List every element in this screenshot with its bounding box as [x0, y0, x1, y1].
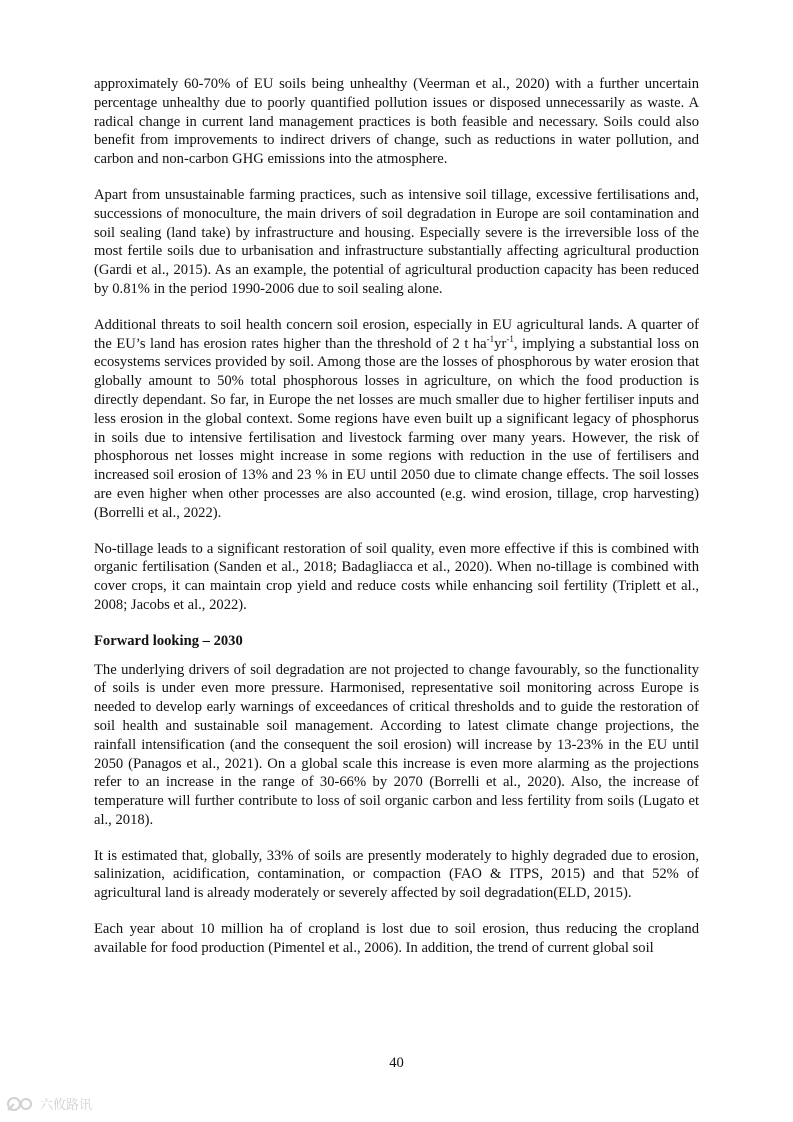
erosion-text-part-1: Additional threats to soil health concern soil erosion, especially in EU agricultural lands. A quarter of the EU’s land has erosion rates higher than the threshold of 2 t ha: [94, 316, 699, 352]
document-body: [94, 75, 699, 975]
erosion-text-part-3: , implying a substantial loss on ecosystems services provided by soil. Among those are the losses of phosphorous by water erosion that globally amount to 50% total phosphorous losses in agriculture, on which the food production is directly dependant. So far, in Europe the net losses are much smaller due to higher fertiliser inputs and less erosion in the global context. Some regions have even built up a significant legacy of phosphorus in soils due to intensive fertilisation and livestock farming over many years. However, the risk of phosphorous net losses might increase in some regions with reduction in the use of fertilisers and increased soil erosion of 13% and 23 % in EU until 2050 due to climate change effects. The soil losses are even higher when other processes are also accounted (e.g. wind erosion, tillage, crop harvesting) (Borrelli et al., 2022).: [94, 335, 699, 521]
watermark-logo: [6, 1094, 92, 1113]
page-number: 40: [389, 1055, 404, 1071]
watermark-mark-icon: [6, 1095, 36, 1113]
paragraph-soil-erosion-threats: [94, 316, 699, 523]
erosion-text-part-2: yr: [494, 335, 507, 352]
paragraph-global-degradation: It is estimated that, globally, 33% of soils are presently moderately to highly degraded due to erosion, salinization, acidification, contamination, or compaction (FAO & ITPS, 2015) and that 52% of agricultural land is already moderately or severely affected by soil degradation(ELD, 2015).: [94, 847, 699, 902]
watermark-text: 六攸路讯: [40, 1098, 93, 1113]
paragraph-drivers-of-degradation: Apart from unsustainable farming practices, such as intensive soil tillage, excessive fertilisations and, successions of monoculture, the main drivers of soil degradation in Europe are soil contamination and soil sealing (land take) by infrastructure and housing. Especially severe is the irreversible loss of the most fertile soils due to urbanisation and infrastructure substantially affecting agricultural production (Gardi et al., 2015). As an example, the potential of agricultural production capacity has been reduced by 0.81% in the period 1990-2006 due to soil sealing alone.: [94, 186, 699, 297]
section-heading-forward-looking: Forward looking – 2030: [94, 632, 243, 649]
erosion-superscript-1: -1: [486, 333, 495, 344]
erosion-superscript-2: -1: [506, 333, 514, 344]
paragraph-cropland-loss: Each year about 10 million ha of cropland is lost due to soil erosion, thus reducing the cropland available for food production (Pimentel et al., 2006). In addition, the trend of current global soil: [94, 921, 699, 956]
paragraph-no-tillage: No-tillage leads to a significant restoration of soil quality, even more effective if this is combined with organic fertilisation (Sanden et al., 2018; Badagliacca et al., 2020). When no-tillage is combined with cover crops, it can maintain crop yield and reduce costs while enhancing soil fertility (Triplett et al., 2008; Jacobs et al., 2022).: [94, 540, 699, 613]
paragraph-underlying-drivers: The underlying drivers of soil degradation are not projected to change favourably, so the functionality of soils is under even more pressure. Harmonised, representative soil monitoring across Europe is needed to develop early warnings of exceedances of critical thresholds and to guide the restoration of soil health and sustainable soil management. According to latest climate change projections, the rainfall intensification (and the consequent the soil erosion) will increase by 13-23% in the EU until 2050 (Panagos et al., 2021). On a global scale this increase is even more alarming as the projections refer to an increase in the range of 30-66% by 2070 (Borrelli et al., 2020). Also, the increase of temperature will further contribute to loss of soil organic carbon and less fertility from soils (Lugato et al., 2018).: [94, 661, 699, 828]
paragraph-eu-soils-unhealthy: approximately 60-70% of EU soils being unhealthy (Veerman et al., 2020) with a further uncertain percentage unhealthy due to poorly quantified pollution issues or disposed unnecessarily as waste. A radical change in current land management practices is both feasible and necessary. Soils could also benefit from improvements to indirect drivers of change, such as reductions in water pollution, and carbon and non-carbon GHG emissions into the atmosphere.: [94, 76, 699, 168]
